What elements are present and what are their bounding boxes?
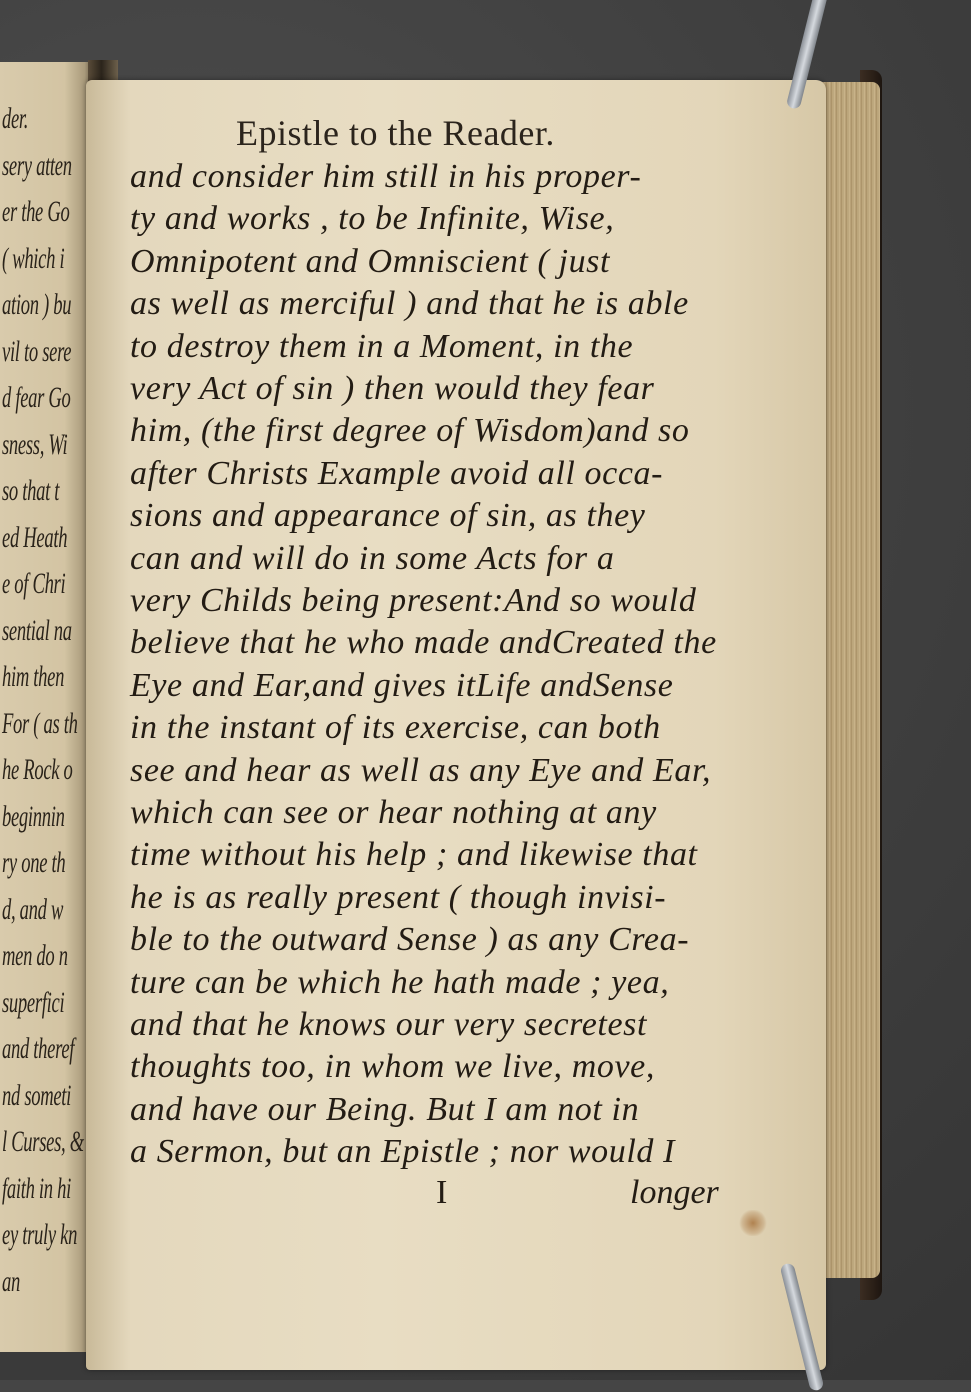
left-page-fragment: men do n: [2, 939, 68, 972]
page-edges: [818, 82, 880, 1278]
text-line: and that he knows our very secretest: [130, 1006, 648, 1043]
text-line: in the instant of its exercise, can both: [130, 709, 661, 747]
text-line: ture can be which he hath made ; yea,: [130, 963, 670, 1001]
text-line: sions and appearance of sin, as they: [130, 497, 646, 535]
running-head: Epistle to the Reader.: [236, 113, 555, 153]
left-page-fragment: beginnin: [2, 799, 65, 833]
text-line: thoughts too, in whom we live, move,: [130, 1048, 655, 1086]
left-page-fragment: ( which i: [2, 241, 65, 275]
left-page-fragment: and theref: [2, 1032, 75, 1065]
left-page-fragment: he Rock o: [2, 753, 73, 786]
left-page-fragment: sery atten: [2, 148, 72, 182]
text-line: Omnipotent and Omniscient ( just: [130, 242, 611, 280]
text-line: which can see or hear nothing at any: [130, 794, 657, 831]
left-page-fragment: er the Go: [2, 195, 70, 228]
left-page-fragment: der.: [2, 102, 29, 135]
left-page-fragment: ey truly kn: [2, 1218, 78, 1251]
text-line: ble to the outward Sense ) as any Crea-: [130, 921, 690, 959]
left-page-fragment: d, and w: [2, 892, 64, 926]
left-page-fragment: sness, Wi: [2, 427, 68, 461]
text-line: ty and works , to be Infinite, Wise,: [130, 200, 615, 238]
text-line: Eye and Ear,and gives itLife andSense: [130, 666, 674, 704]
left-page-fragment: ry one th: [2, 846, 66, 879]
text-line: very Act of sin ) then would they fear: [130, 370, 655, 407]
left-facing-page: [0, 62, 92, 1352]
left-page-fragment: ation ) bu: [2, 288, 72, 321]
left-page-fragment: him then: [2, 660, 65, 693]
left-page-fragment: vil to sere: [2, 334, 72, 368]
left-page-fragment: superfici: [2, 985, 65, 1019]
left-page-fragment: so that t: [2, 474, 60, 507]
text-line: to destroy them in a Moment, in the: [130, 327, 634, 365]
text-line: as well as merciful ) and that he is able: [130, 285, 689, 323]
text-line: time without his help ; and likewise that: [130, 836, 698, 874]
text-line: he is as really present ( though invisi-: [130, 878, 667, 916]
catchword: longer: [630, 1174, 719, 1211]
text-line: see and hear as well as any Eye and Ear,: [130, 751, 712, 789]
left-page-fragment: l Curses, &: [2, 1125, 84, 1158]
left-page-fragment: ed Heath: [2, 520, 68, 554]
stain-mark: [738, 1210, 768, 1236]
text-line: believe that he who made andCreated the: [130, 624, 717, 662]
text-line: can and will do in some Acts for a: [130, 539, 615, 577]
left-page-fragment: e of Chri: [2, 567, 66, 600]
text-line: him, (the first degree of Wisdom)and so: [130, 412, 690, 450]
text-line: a Sermon, but an Epistle ; nor would I: [130, 1133, 676, 1171]
signature-mark: I: [436, 1174, 448, 1211]
left-page-fragment: faith in hi: [2, 1171, 71, 1205]
left-page-fragment: d fear Go: [2, 381, 71, 414]
text-line: and have our Being. But I am not in: [130, 1090, 640, 1128]
text-line: after Christs Example avoid all occa-: [130, 454, 664, 492]
text-line: and consider him still in his proper-: [130, 158, 642, 195]
left-page-fragment: sential na: [2, 613, 72, 647]
left-page-fragment: an: [2, 1264, 20, 1298]
left-page-fragment: For ( as th: [2, 706, 78, 740]
left-page-fragment: nd someti: [2, 1078, 72, 1112]
text-line: very Childs being present:And so would: [130, 582, 697, 619]
